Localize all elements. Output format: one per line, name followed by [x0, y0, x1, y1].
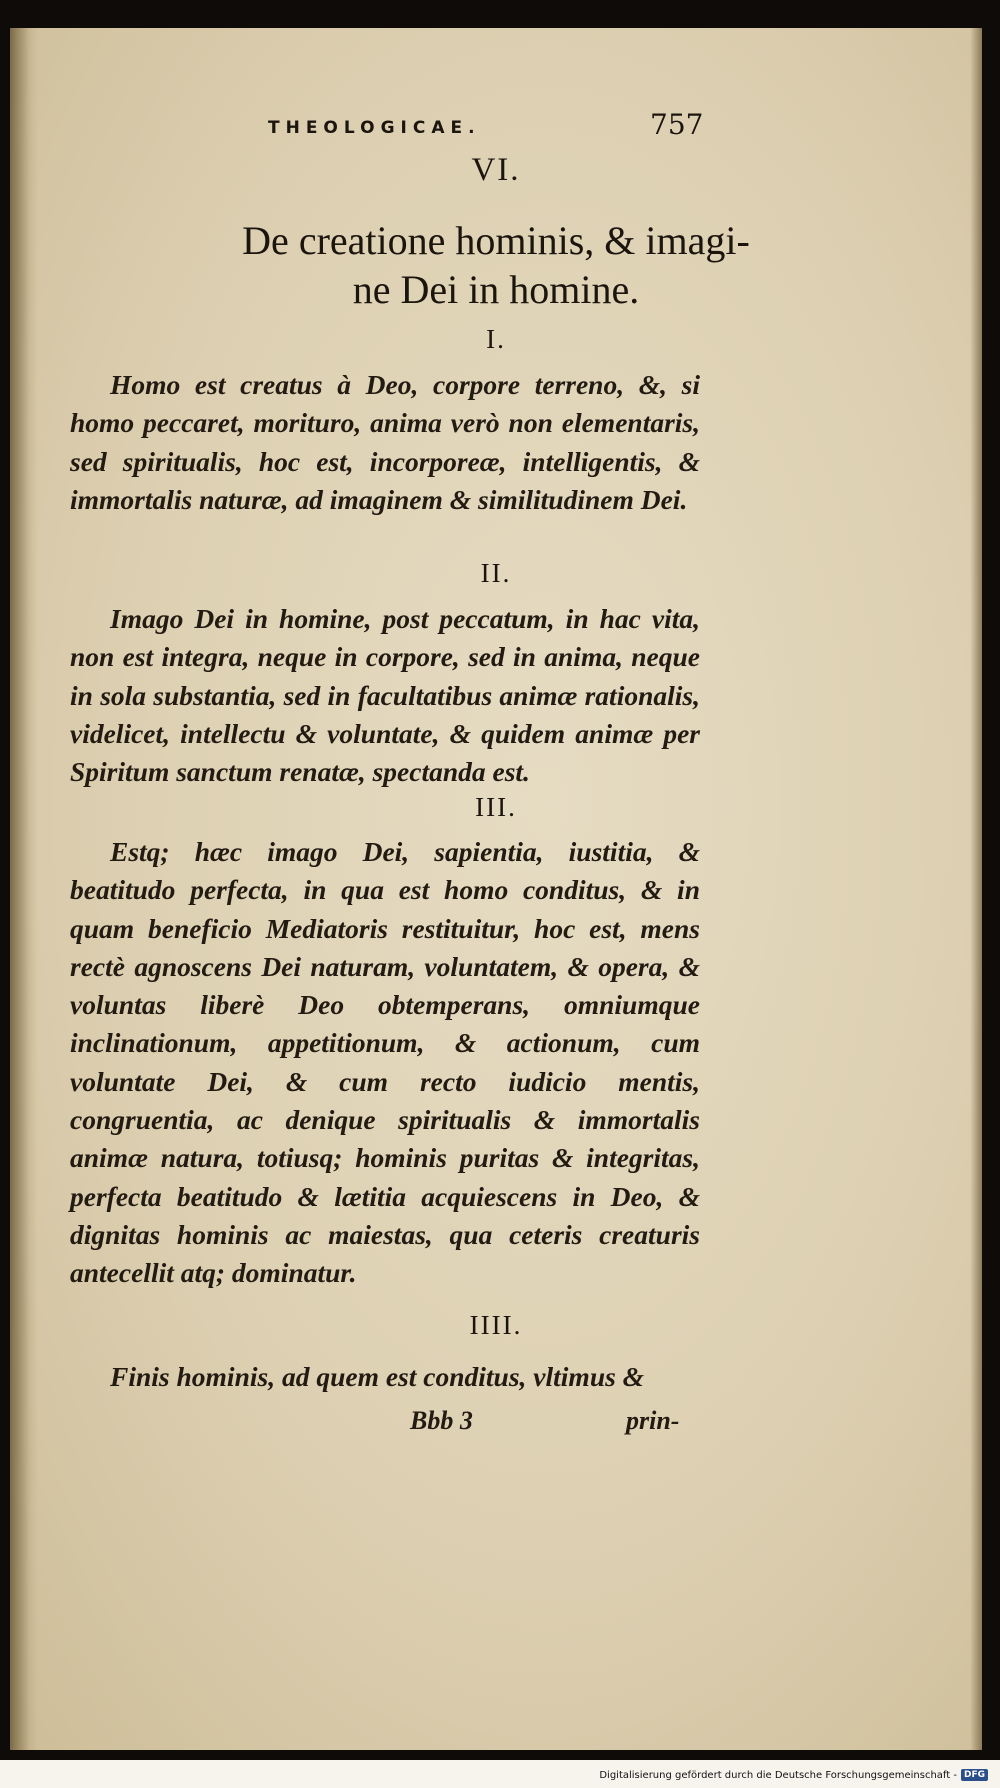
section-numeral-3: III. [475, 792, 517, 822]
section-text-3: Estq; hæc imago Dei, sapientia, iustitia, & beatitudo perfecta, in qua est homo conditus, & in quam beneficio Mediatoris restituitur, hoc est, mens rectè agnoscens Dei naturam, voluntatem, & opera, & voluntas liberè Deo obtemperans, omniumque inclinationum, appetitionum, & actionum, cum voluntate Dei, & cum recto iudicio mentis, congruentia, ac denique spiritualis & immortalis animæ natura, totiusq; hominis puritas & integritas, perfecta beatitudo & lætitia acquiescens in Deo, & dignitas hominis ac maiestas, qua ceteris creaturis antecellit atq; dominatur. [70, 836, 700, 1289]
section-text-1: Homo est creatus à Deo, corpore terreno, &, si homo peccaret, morituro, anima verò non elementaris, sed spiritualis, hoc est, incorporeæ, intelligentis, & immortalis naturæ, ad imaginem & similitudinem Dei. [70, 369, 700, 515]
chapter-title-line-2: ne Dei in homine. [352, 267, 640, 312]
chapter-title-line-1: De creatione hominis, & imagi- [242, 218, 750, 263]
section-numeral-2: II. [480, 558, 512, 588]
catchword: prin- [626, 1406, 680, 1435]
book-page [10, 28, 982, 1750]
section-text-4: Finis hominis, ad quem est conditus, vltimus & [110, 1361, 645, 1392]
signature-mark: Bbb 3 [410, 1406, 473, 1435]
section-numeral-4: IIII. [469, 1310, 523, 1340]
section-numeral-1: I. [486, 324, 506, 354]
chapter-number: VI. [471, 152, 521, 188]
page-number: 757 [650, 108, 704, 141]
dfg-logo: DFG [961, 1769, 988, 1781]
running-title: THEOLOGICAE. [268, 118, 481, 138]
attribution-bar [599, 1769, 988, 1781]
attribution-text: Digitalisierung gefördert durch die Deutsche Forschungsgemeinschaft - [599, 1769, 957, 1781]
section-text-2: Imago Dei in homine, post peccatum, in hac vita, non est integra, neque in corpore, sed in anima, neque in sola substantia, sed in facultatibus animæ rationalis, videlicet, intellectu & voluntate, & quidem animæ per Spiritum sanctum renatæ, spectanda est. [70, 603, 700, 788]
